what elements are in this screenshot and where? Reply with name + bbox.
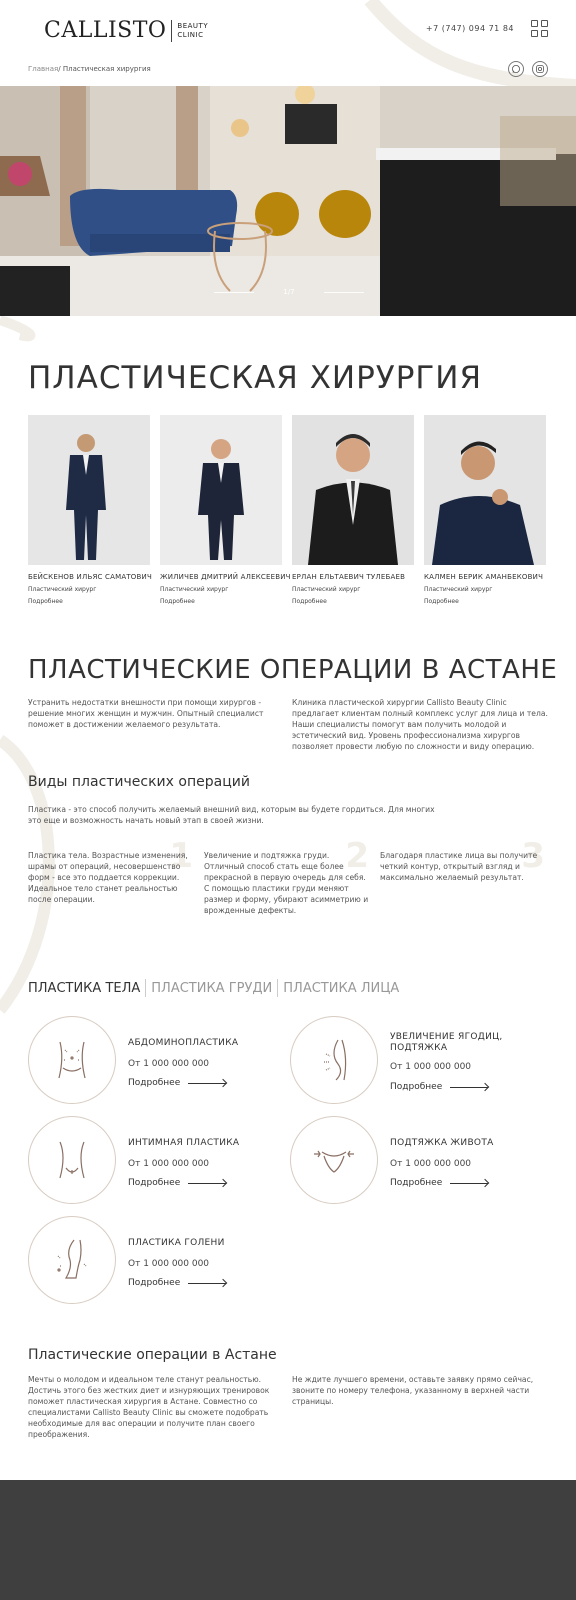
procedure-card[interactable] <box>28 1216 288 1306</box>
procedure-name: ПОДТЯЖКА ЖИВОТА <box>390 1138 494 1148</box>
doctor-more-link[interactable]: Подробнее <box>28 598 63 605</box>
procedure-name: ИНТИМНАЯ ПЛАСТИКА <box>128 1138 240 1148</box>
operation-types-text: Пластика - это способ получить желаемый внешний вид, которым вы будете гордиться. Для многих это еще и возможность начать новый этап в своей жизни. <box>28 805 435 825</box>
instagram-icon[interactable] <box>532 61 548 77</box>
procedure-price: От 1 000 000 000 <box>128 1159 210 1169</box>
doctor-more-link[interactable]: Подробнее <box>424 598 459 605</box>
feature-number: 3 <box>521 836 545 876</box>
doctor-more-link[interactable]: Подробнее <box>292 598 327 605</box>
procedure-more-link[interactable] <box>128 1278 226 1288</box>
feature-text: Благодаря пластике лица вы получите четкий контур, открытый взгляд и максимально желаемый результат. <box>380 851 538 882</box>
hero-slider[interactable] <box>0 86 576 316</box>
bottom-text-right: Не ждите лучшего времени, оставьте заявку прямо сейчас, звоните по номеру телефона, указанному в верхней части страницы. <box>292 1375 534 1406</box>
operations-title: ПЛАСТИЧЕСКИЕ ОПЕРАЦИИ В АСТАНЕ <box>28 655 558 685</box>
arrow-right-icon <box>188 1283 226 1284</box>
doctor-card[interactable] <box>28 415 150 605</box>
grid-menu-icon[interactable] <box>531 20 548 37</box>
arrow-right-icon <box>188 1083 226 1084</box>
procedure-more-link[interactable] <box>390 1178 488 1188</box>
feature-item <box>380 836 545 883</box>
feature-item <box>204 836 369 916</box>
hero-image <box>0 86 576 316</box>
whatsapp-icon[interactable] <box>508 61 524 77</box>
bottom-title: Пластические операции в Астане <box>28 1347 277 1363</box>
procedure-price: От 1 000 000 000 <box>390 1159 472 1169</box>
procedure-more-link[interactable] <box>390 1082 488 1092</box>
logo-sub-clinic: CLINIC <box>177 30 204 39</box>
tab-face-plastic[interactable]: ПЛАСТИКА ЛИЦА <box>283 980 400 996</box>
procedure-name: АБДОМИНОПЛАСТИКА <box>128 1038 239 1048</box>
procedure-price: От 1 000 000 000 <box>128 1059 210 1069</box>
site-footer <box>0 1480 576 1600</box>
logo-subtitle <box>177 22 208 40</box>
breadcrumb <box>28 65 151 73</box>
doctor-photo[interactable] <box>292 415 414 565</box>
slider-prev-arrow[interactable] <box>214 292 254 293</box>
belly-icon <box>290 1116 378 1204</box>
feature-text: Увеличение и подтяжка груди. Отличный способ стать еще более прекрасной в первую очередь для себя. С помощью пластики груди меняют размер и форму, убирают асимметрию и врожденные дефекты. <box>204 851 369 915</box>
more-label: Подробнее <box>390 1082 443 1092</box>
procedure-more-link[interactable] <box>128 1178 226 1188</box>
tab-divider <box>145 979 146 997</box>
doctor-role: Пластический хирург <box>424 586 493 593</box>
feature-text: Пластика тела. Возрастные изменения, шрамы от операций, несовершенство форм - все это поддается коррекции. Идеальное тело станет реальностью после операции. <box>28 851 188 904</box>
doctor-more-link[interactable]: Подробнее <box>160 598 195 605</box>
doctor-card[interactable] <box>160 415 291 605</box>
arrow-right-icon <box>450 1183 488 1184</box>
procedure-price: От 1 000 000 000 <box>128 1259 210 1269</box>
breadcrumb-separator: / <box>58 65 61 73</box>
logo[interactable] <box>44 18 208 43</box>
doctor-card[interactable] <box>424 415 546 605</box>
doctor-photo[interactable] <box>160 415 282 565</box>
bottom-text-left: Мечты о молодом и идеальном теле станут реальностью. Достичь этого без жестких диет и изнуряющих тренировок поможет пластическая хирургия в Астане. Совместно со специалистами Callisto Beauty Clinic вы сможете подобрать необходимые для вас операции и получите план своего преображения. <box>28 1375 270 1439</box>
abdomen-icon <box>28 1016 116 1104</box>
procedure-tabs <box>28 979 399 997</box>
procedure-name: УВЕЛИЧЕНИЕ ЯГОДИЦ, ПОДТЯЖКА <box>390 1032 503 1053</box>
logo-wordmark: CALLISTO <box>44 18 167 43</box>
feature-number: 2 <box>345 836 369 876</box>
doctor-card[interactable] <box>292 415 414 605</box>
more-label: Подробнее <box>128 1178 181 1188</box>
tab-breast-plastic[interactable]: ПЛАСТИКА ГРУДИ <box>151 980 273 996</box>
hips-icon <box>28 1116 116 1204</box>
slide-counter: 1/7 <box>283 288 295 296</box>
more-label: Подробнее <box>128 1078 181 1088</box>
doctor-name: ЖИЛИЧЕВ ДМИТРИЙ АЛЕКСЕЕВИЧ <box>160 573 291 581</box>
arrow-right-icon <box>188 1183 226 1184</box>
procedure-card[interactable] <box>28 1116 288 1206</box>
doctor-photo[interactable] <box>424 415 546 565</box>
slider-controls <box>214 286 364 298</box>
tab-divider <box>277 979 278 997</box>
doctor-name: КАЛМЕН БЕРИК АМАНБЕКОВИЧ <box>424 573 544 581</box>
doctor-role: Пластический хирург <box>28 586 97 593</box>
more-label: Подробнее <box>390 1178 443 1188</box>
procedure-card[interactable] <box>290 1016 550 1106</box>
doctor-role: Пластический хирург <box>292 586 361 593</box>
leg-icon <box>28 1216 116 1304</box>
arrow-right-icon <box>450 1087 488 1088</box>
breadcrumb-current: Пластическая хирургия <box>62 65 151 73</box>
buttocks-icon <box>290 1016 378 1104</box>
breadcrumb-home-link[interactable]: Главная <box>28 65 59 73</box>
logo-divider <box>171 20 172 42</box>
operation-types-title: Виды пластических операций <box>28 774 250 790</box>
procedure-name: ПЛАСТИКА ГОЛЕНИ <box>128 1238 225 1248</box>
operations-intro-right: Клиника пластической хирургии Callisto Beauty Clinic предлагает клиентам полный комплекс услуг для лица и тела. Наши специалисты помогут вам получить молодой и эстетический вид. Уровень профессионализма хирургов позволяет провести любую по сложности и виду операцию. <box>292 698 548 751</box>
tab-body-plastic[interactable]: ПЛАСТИКА ТЕЛА <box>28 980 141 996</box>
doctors-list <box>28 415 548 615</box>
feature-number: 1 <box>169 836 193 876</box>
doctor-role: Пластический хирург <box>160 586 229 593</box>
slider-next-arrow[interactable] <box>324 292 364 293</box>
logo-sub-beauty: BEAUTY <box>177 21 209 30</box>
doctor-name: БЕЙСКЕНОВ ИЛЬЯС САМАТОВИЧ <box>28 573 152 581</box>
site-header <box>0 0 576 86</box>
procedure-price: От 1 000 000 000 <box>390 1062 472 1072</box>
operations-intro-left: Устранить недостатки внешности при помощи хирургов - решение многих женщин и мужчин. Опытный специалист поможет в достижении желаемого результата. <box>28 698 264 729</box>
more-label: Подробнее <box>128 1278 181 1288</box>
procedure-more-link[interactable] <box>128 1078 226 1088</box>
social-links <box>508 61 548 77</box>
feature-item <box>28 836 193 905</box>
phone-link[interactable]: +7 (747) 094 71 84 <box>425 24 514 33</box>
procedure-card[interactable] <box>290 1116 550 1206</box>
page-title: ПЛАСТИЧЕСКАЯ ХИРУРГИЯ <box>28 360 483 396</box>
doctor-photo[interactable] <box>28 415 150 565</box>
doctor-name: ЕРЛАН ЕЛЬТАЕВИЧ ТУЛЕБАЕВ <box>292 573 406 581</box>
procedure-card[interactable] <box>28 1016 288 1106</box>
